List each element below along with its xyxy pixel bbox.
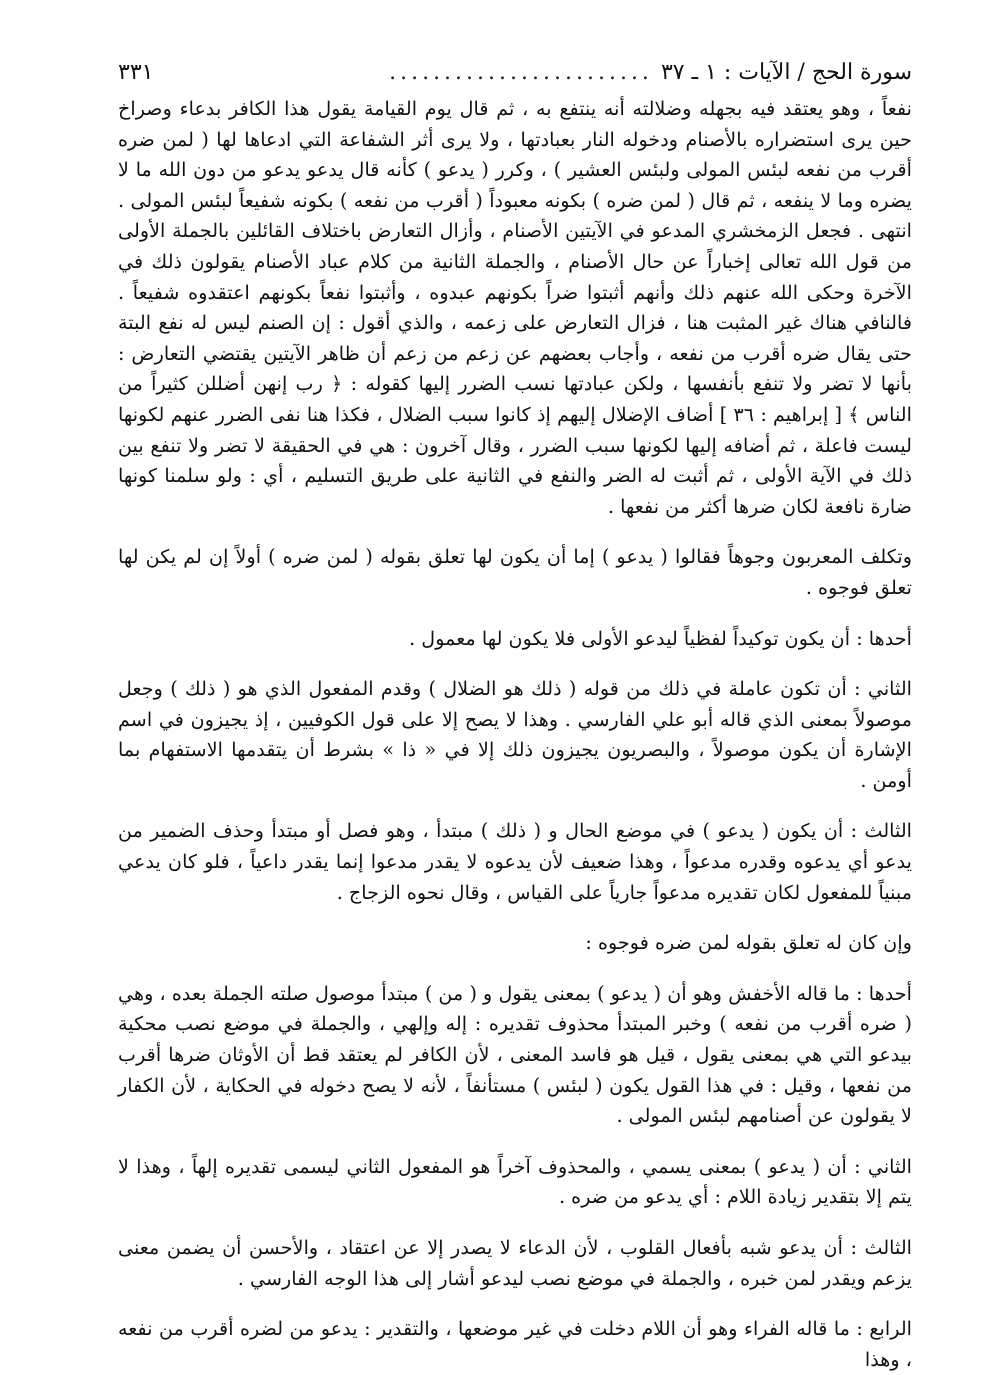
running-header: [118, 58, 912, 88]
paragraph-afal-qulub-view: الثالث : أن يدعو شبه بأفعال القلوب ، لأن الدعاء لا يصدر إلا عن اعتقاد ، والأحسن أن يضمن معنى يزعم ويقدر لمن خبره ، والجملة في موضع نصب ليدعو أشار إلى هذا الوجه الفارسي .: [118, 1236, 912, 1290]
paragraph-irab-intro: وتكلف المعربون وجوهاً فقالوا ( يدعو ) إما أن يكون لها تعلق بقوله ( لمن ضره ) أولاً إن لم يكن لها تعلق فوجوه .: [118, 545, 912, 599]
paragraph-commentary: نفعاً ، وهو يعتقد فيه بجهله وضلالته أنه ينتفع به ، ثم قال يوم القيامة يقول هذا الكافر بدعاء وصراخ حين يرى استضراره بالأصنام ودخوله النار بعبادتها ، ولا يرى أثر الشفاعة التي ادعاها لها ( لمن ضره أقرب من نفعه لبئس المولى ولبئس العشير ) ، وكرر ( يدعو ) كأنه قال يدعو يدعو من دون الله ما لا يضره وما لا ينفعه ، ثم قال ( لمن ضره ) بكونه معبوداً ( أقرب من نفعه ) بكونه شفيعاً لبئس المولى . انتهى . فجعل الزمخشري المدعو في الآيتين الأصنام ، وأزال التعارض باختلاف القائلين بالجملة الأولى من قول الله تعالى إخباراً عن حال الأصنام ، والجملة الثانية من كلام عباد الأصنام يقولون ذلك في الآخرة وحكى الله عنهم ذلك وأنهم أثبتوا ضراً بكونهم عبدوه ، وأثبتوا نفعاً بكونهم اعتقدوه شفيعاً . فالنافي هناك غير المثبت هنا ، فزال التعارض على زعمه ، والذي أقول : إن الصنم ليس له نفع البتة حتى يقال ضره أقرب من نفعه ، وأجاب بعضهم عن زعم من زعم أن ظاهر الآيتين يقتضي التعارض : بأنها لا تضر ولا تنفع بأنفسها ، ولكن عبادتها نسب الضرر إليها كقوله : ﴿ رب إنهن أضللن كثيراً من الناس ﴾ [ إبراهيم : ٣٦ ] أضاف الإضلال إليهم إذ كانوا سبب الضلال ، فكذا هنا نفى الضرر عنهم لكونها ليست فاعلة ، ثم أضافه إليها لكونها سبب الضرر ، وقال آخرون : هي في الحقيقة لا تضر ولا تنفع بين ذلك في الآية الأولى ، ثم أثبت له الضر والنفع في الثانية على طريق التسليم ، أي : ولو سلمنا كونها ضارة نافعة لكان ضرها أكثر من نفعها .: [118, 97, 912, 518]
paragraph-yusamma-view: الثاني : أن ( يدعو ) بمعنى يسمي ، والمحذوف آخراً هو المفعول الثاني ليسمى تقديره إلهاً ، وهذا لا يتم إلا بتقدير زيادة اللام : أي يدعو من ضره .: [118, 1154, 912, 1209]
paragraph-first-view: أحدها : أن يكون توكيداً لفظياً ليدعو الأولى فلا يكون لها معمول .: [409, 626, 912, 650]
paragraph-akhfash-view: أحدها : ما قاله الأخفش وهو أن ( يدعو ) بمعنى يقول و ( من ) مبتدأ موصول صلته الجملة بعده ، وهي ( ضره أقرب من نفعه ) وخبر المبتدأ محذوف تقديره : إله وإلهي ، والجملة في موضع نصب محكية بيدعو التي هي بمعنى يقول ، قيل هو فاسد المعنى ، لأن الكافر لم يعتقد قط أن الأوثان ضرها أقرب من نفعها ، وقيل : في هذا القول يكون ( لبئس ) مستأنفاً ، لأنه لا يصح دخوله في الحكاية ، لأن الكفار لا يقولون عن أصنامهم لبئس المولى .: [118, 981, 912, 1128]
surah-verses-title: سورة الحج / الآيات : ١ ـ ٣٧: [660, 60, 912, 85]
dot-leader: ........................: [389, 60, 653, 85]
body-text: [118, 94, 912, 1375]
page-number: ٣٣١: [118, 60, 154, 85]
paragraph-farra-view: الرابع : ما قاله الفراء وهو أن اللام دخلت في غير موضعها ، والتقدير : يدعو من لضره أقرب من نفعه ، وهذا: [118, 1317, 912, 1371]
paragraph-second-group-intro: وإن كان له تعلق بقوله لمن ضره فوجوه :: [585, 931, 912, 955]
paragraph-third-view: الثالث : أن يكون ( يدعو ) في موضع الحال و ( ذلك ) مبتدأ ، وهو فصل أو مبتدأ وحذف الضمير من يدعو أي يدعوه وقدره مدعواً ، وهذا ضعيف لأن يدعوه لا يقدر مدعوا إنما يقدر داعياً ، فلو كان يدعي مبنياً للمفعول لكان تقديره مدعواً جارياً على القياس ، وقال نحوه الزجاج .: [118, 819, 912, 904]
paragraph-second-view: الثاني : أن تكون عاملة في ذلك من قوله ( ذلك هو الضلال ) وقدم المفعول الذي هو ( ذلك ) وجعل موصولاً بمعنى الذي قاله أبو علي الفارسي . وهذا لا يصح إلا على قول الكوفيين ، إذ يجيزون في اسم الإشارة أن يكون موصولاً ، والبصريون يجيزون ذلك إلا في « ذا » بشرط أن يتقدمها الاستفهام بما أومن .: [118, 677, 912, 792]
